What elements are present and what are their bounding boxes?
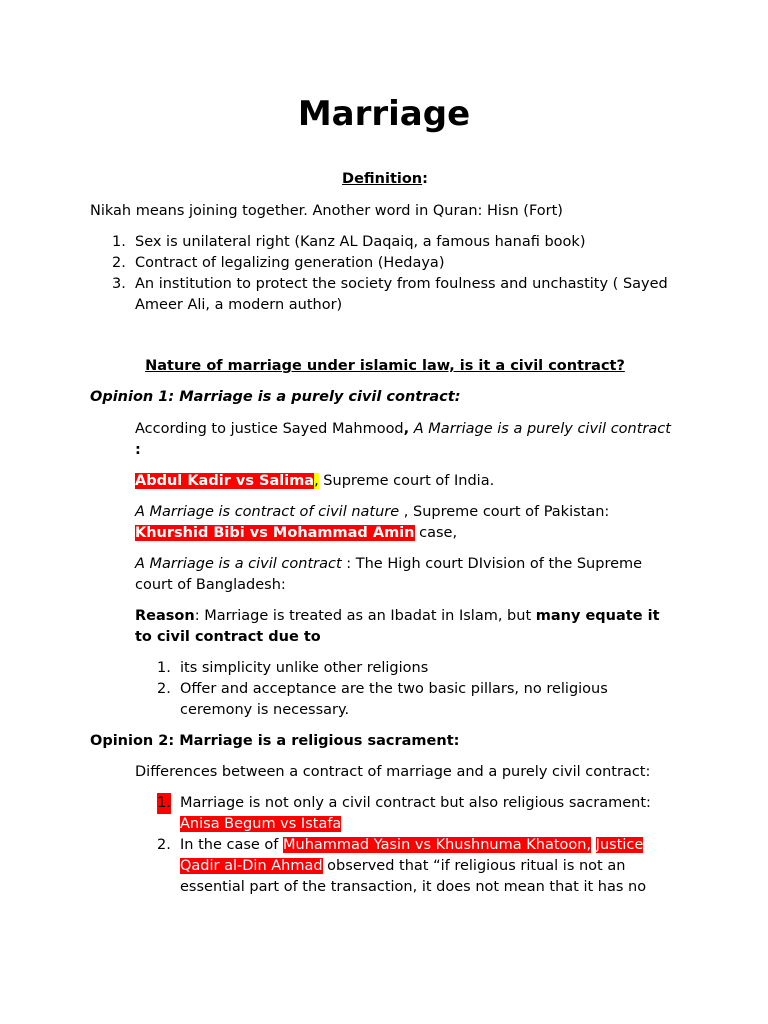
list-item: 1. Marriage is not only a civil contract but also religious sacrament: Anisa Begum vs Istafa [157, 795, 651, 832]
opinion1-paragraph-3: A Marriage is contract of civil nature , Supreme court of Pakistan: Khurshid Bibi vs Mohammad Amin case, [135, 504, 610, 541]
definition-text: Nikah means joining together. Another word in Quran: Hisn (Fort) [90, 203, 563, 219]
case-name-highlight: Abdul Kadir vs Salima [135, 473, 315, 489]
list-item: 1. Sex is unilateral right (Kanz AL Daqaiq, a famous hanafi book) [112, 234, 586, 250]
reasons-list [135, 658, 680, 721]
list-item: 2. Offer and acceptance are the two basic pillars, no religious ceremony is necessary. [157, 681, 608, 718]
opinion2-heading: Opinion 2: Marriage is a religious sacrament: [90, 733, 460, 749]
opinion1-paragraph-1: According to justice Sayed Mahmood, A Marriage is a purely civil contract : [135, 421, 671, 458]
case-name-highlight: Anisa Begum vs Istafa [180, 816, 342, 832]
list-item: 1. its simplicity unlike other religions [157, 660, 429, 676]
nature-heading: Nature of marriage under islamic law, is it a civil contract? [145, 358, 625, 374]
definition-heading: Definition [342, 171, 423, 187]
definition-list [90, 232, 680, 316]
list-item: 2. In the case of Muhammad Yasin vs Khushnuma Khatoon, Justice Qadir al-Din Ahmad observed that “if religious ritual is not an essential part of the transaction, it does not mean that it has no [157, 837, 647, 895]
differences-list [135, 793, 680, 898]
document-title: Marriage [297, 94, 471, 134]
definition-colon: : [422, 171, 428, 187]
opinion1-paragraph-4: A Marriage is a civil contract : The High court DIvision of the Supreme court of Bangladesh: [135, 556, 643, 593]
definition-heading-line [90, 169, 680, 190]
judge-name-highlight: Justice Qadir al-Din Ahmad [180, 837, 644, 874]
opinion1-reasons-wrap [135, 658, 680, 721]
case-name-highlight: Khurshid Bibi vs Mohammad Amin [135, 525, 415, 541]
nature-heading-line [90, 356, 680, 377]
opinion1-case-1: Abdul Kadir vs Salima, Supreme court of India. [135, 473, 495, 489]
list-item: 3. An institution to protect the society from foulness and unchastity ( Sayed Ameer Ali, a modern author) [112, 276, 668, 313]
opinion2-list-wrap [135, 793, 680, 898]
list-item: 2. Contract of legalizing generation (Hedaya) [112, 255, 445, 271]
opinion1-heading: Opinion 1: Marriage is a purely civil contract: [90, 389, 461, 405]
opinion2-intro: Differences between a contract of marriage and a purely civil contract: [135, 764, 651, 780]
opinion1-reason: Reason: Marriage is treated as an Ibadat in Islam, but many equate it to civil contract due to [135, 608, 660, 645]
case-name-highlight: Muhammad Yasin vs Khushnuma Khatoon, [283, 837, 592, 853]
